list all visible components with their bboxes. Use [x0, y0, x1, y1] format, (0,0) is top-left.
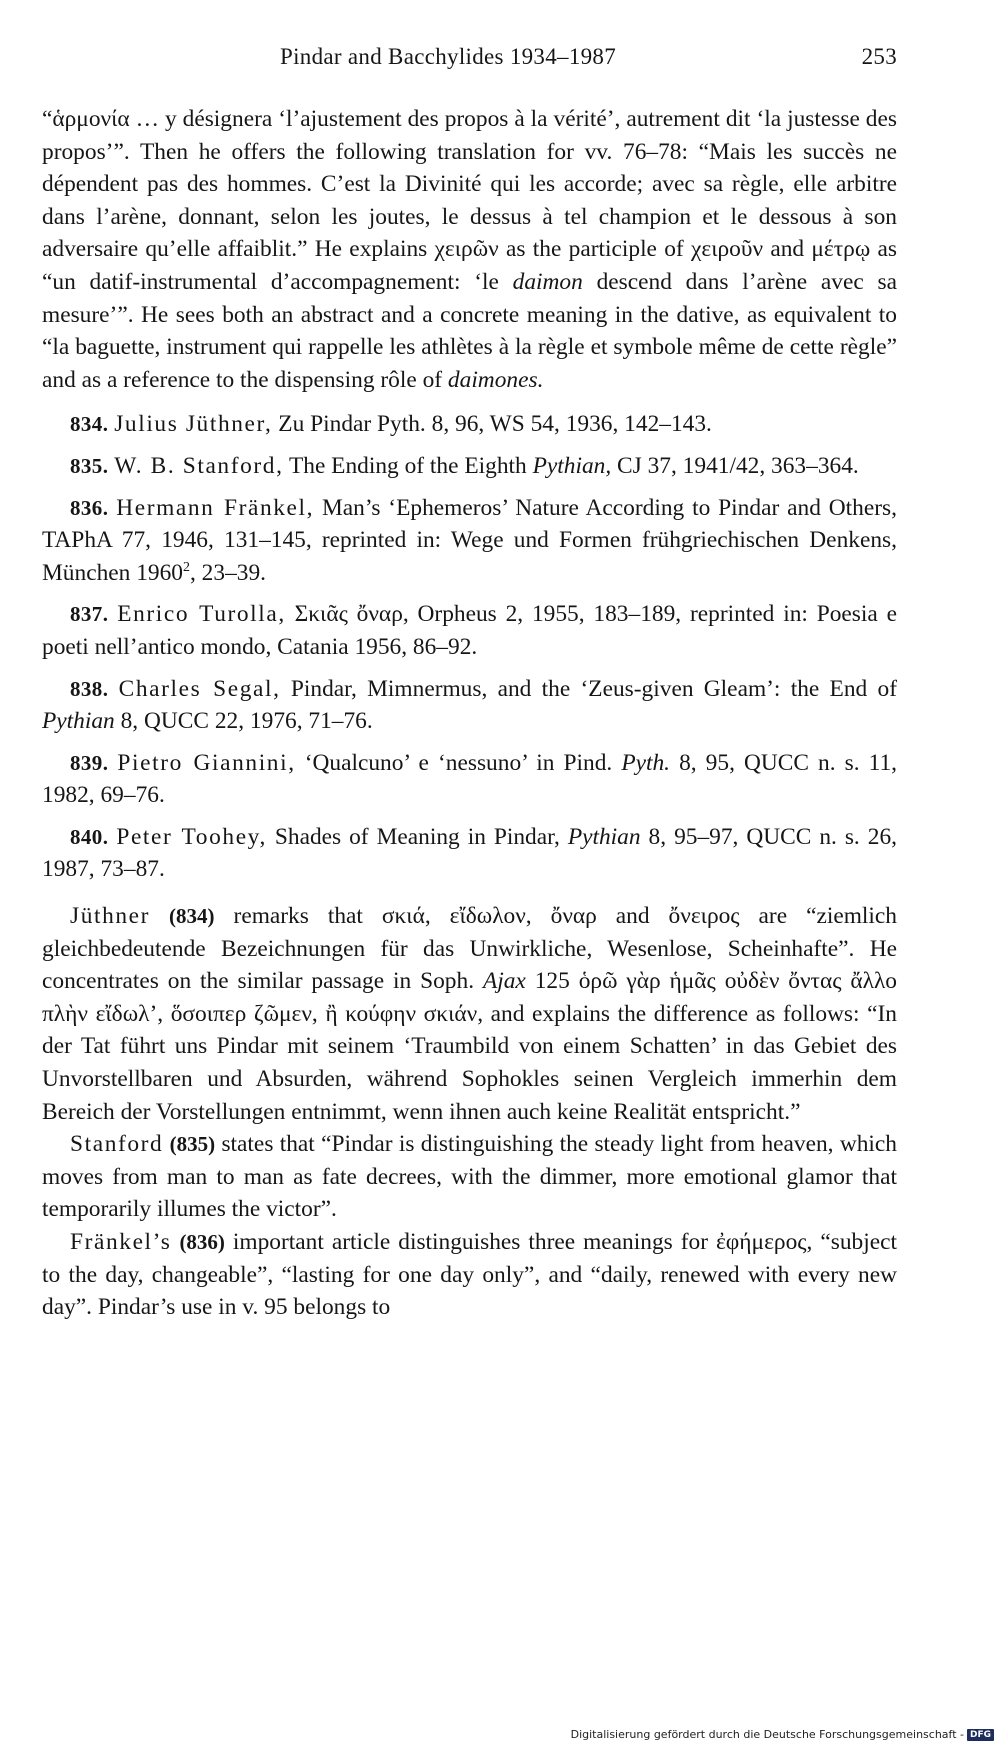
entry-text: Man’s ‘Ephemeros’ Nature According to Pindar and Others, TAPhA 77, 1946, 131–145, reprinted in: Wege und Formen frühgriechischen Denkens, München 1960 [42, 494, 897, 586]
opening-paragraph [42, 103, 897, 396]
entry-text: , 23–39. [189, 559, 267, 586]
bibliography-entry-835 [42, 450, 897, 483]
entry-author: Peter Toohey, [116, 823, 267, 850]
entry-text: Shades of Meaning in Pindar, [266, 823, 568, 850]
bibliography-entry-834 [42, 408, 897, 441]
ajax-title: Ajax [482, 968, 526, 995]
entry-text: CJ 37, 1941/42, 363–364. [611, 452, 859, 479]
entry-number: 837. [70, 602, 109, 627]
discussion-text: remarks that σκιά, εἴδωλον, ὄναρ and ὄνειρος are “ziemlich gleichbedeutende Bezeichnungen für das Unwirkliche, Wesenlose, Scheinhafte”. He concentrates on the similar passage in Soph. [42, 903, 897, 995]
entry-text: Pindar, Mimnermus, and the ‘Zeus-given Gleam’: the End of [280, 675, 897, 702]
entry-text: The Ending of the Eighth [283, 452, 533, 479]
opening-text-2: descend dans l’arène avec sa mesure’”. He sees both an abstract and a concrete meaning in the dative, as equivalent to “la baguette, instrument qui rappelle les athlètes à la règle et symbole même de cette règle” and as a reference to the dispensing rôle of [42, 268, 897, 393]
entry-number: 836. [70, 495, 109, 520]
dfg-logo: DFG [967, 1729, 994, 1741]
page-header [42, 44, 897, 78]
entry-author: Hermann Fränkel, [116, 494, 315, 521]
entry-text: ‘Qualcuno’ e ‘nessuno’ in Pind. [295, 749, 622, 776]
discussion-author: Fränkel’s [70, 1229, 172, 1255]
discussion-text: states that “Pindar is distinguishing the steady light from heaven, which moves from man to man as fate decrees, with the dimmer, more emotional glamor that temporarily illumes the victor”. [42, 1131, 897, 1223]
entry-author: Charles Segal, [118, 675, 281, 702]
page-number: 253 [861, 44, 897, 69]
discussion-frankel [42, 1226, 897, 1324]
running-title: Pindar and Bacchylides 1934–1987 [280, 44, 617, 69]
entry-number: 840. [70, 824, 109, 849]
entry-author: Pietro Giannini, [117, 749, 296, 776]
discussion-author: Stanford [70, 1131, 164, 1158]
daimon-term: daimon [512, 268, 583, 295]
entry-text: Zu Pindar Pyth. 8, 96, WS 54, 1936, 142–143. [272, 411, 712, 438]
entry-reference: (834) [169, 904, 215, 929]
entry-reference: (835) [169, 1132, 216, 1157]
digitization-credit [571, 1728, 994, 1741]
entry-author: Enrico Turolla, [117, 601, 286, 628]
bibliography-entry-836 [42, 492, 897, 590]
opening-text-1: “ἁρμονία … y désignera ‘l’ajustement des propos à la vérité’, autrement dit ‘la justesse des propos’”. Then he offers the following translation for vv. 76–78: “Mais les succès ne dépendent pas des hommes. C’est la Divinité qui les accorde; avec sa règle, elle arbitre dans l’arène, donnant, selon les joutes, le dessus à tel champion et le dessous à son adversaire qu’elle affaiblit.” He explains χειρῶν as the participle of χειροῦν and μέτρῳ as “un datif-instrumental d’accompagnement: ‘le [42, 106, 897, 295]
daimones-term: daimones. [447, 366, 544, 393]
discussion-text: important article distinguishes three meanings for ἐφήμερος, “subject to the day, changeable”, “lasting for one day only”, and “daily, renewed with every new day”. Pindar’s use in v. 95 belongs to [42, 1229, 897, 1321]
entry-italic: Pythian [567, 823, 641, 850]
bibliography-entry-837 [42, 598, 897, 663]
entry-italic: Pythian [42, 708, 115, 735]
bibliography-entry-838 [42, 673, 897, 738]
page-body [42, 103, 897, 1324]
entry-reference: (836) [179, 1230, 225, 1254]
bibliography-entry-840 [42, 821, 897, 886]
edition-superscript: 2 [182, 559, 190, 575]
discussion-juthner [42, 900, 897, 1128]
entry-number: 835. [70, 453, 109, 478]
discussion-stanford [42, 1128, 897, 1226]
bibliography-entry-839 [42, 747, 897, 812]
entry-text: 8, QUCC 22, 1976, 71–76. [114, 708, 373, 735]
entry-italic: Pyth. [621, 749, 671, 776]
entry-number: 839. [70, 750, 109, 775]
credit-text: Digitalisierung gefördert durch die Deutsche Forschungsgemeinschaft - [570, 1728, 964, 1741]
entry-number: 834. [70, 412, 109, 437]
entry-text: Σκιᾶς ὄναρ, Orpheus 2, 1955, 183–189, reprinted in: Poesia e poeti nell’antico mondo, Catania 1956, 86–92. [42, 601, 897, 660]
discussion-author: Jüthner [70, 903, 151, 930]
entry-author: W. B. Stanford, [114, 452, 284, 479]
entry-italic: Pythian, [532, 452, 612, 479]
discussion-text: 125 ὁρῶ γὰρ ἡμᾶς οὐδὲν ὄντας ἄλλο πλὴν εἴδωλ’, ὅσοιπερ ζῶμεν, ἢ κούφην σκιάν, and explains the difference as follows: “In der Tat führt uns Pindar mit seinem ‘Traumbild von einem Schatten’ in das Gebiet des Unvorstellbaren und Absurden, während Sophokles seinen Vergleich immerhin dem Bereich der Vorstellungen entnimmt, wenn ihnen auch keine Realität entspricht.” [42, 968, 897, 1125]
entry-text: 8, 95, QUCC n. s. 11, 1982, 69–76. [42, 749, 897, 809]
entry-author: Julius Jüthner, [114, 411, 273, 438]
entry-number: 838. [70, 676, 109, 701]
entry-text: 8, 95–97, QUCC n. s. 26, 1987, 73–87. [42, 823, 897, 883]
